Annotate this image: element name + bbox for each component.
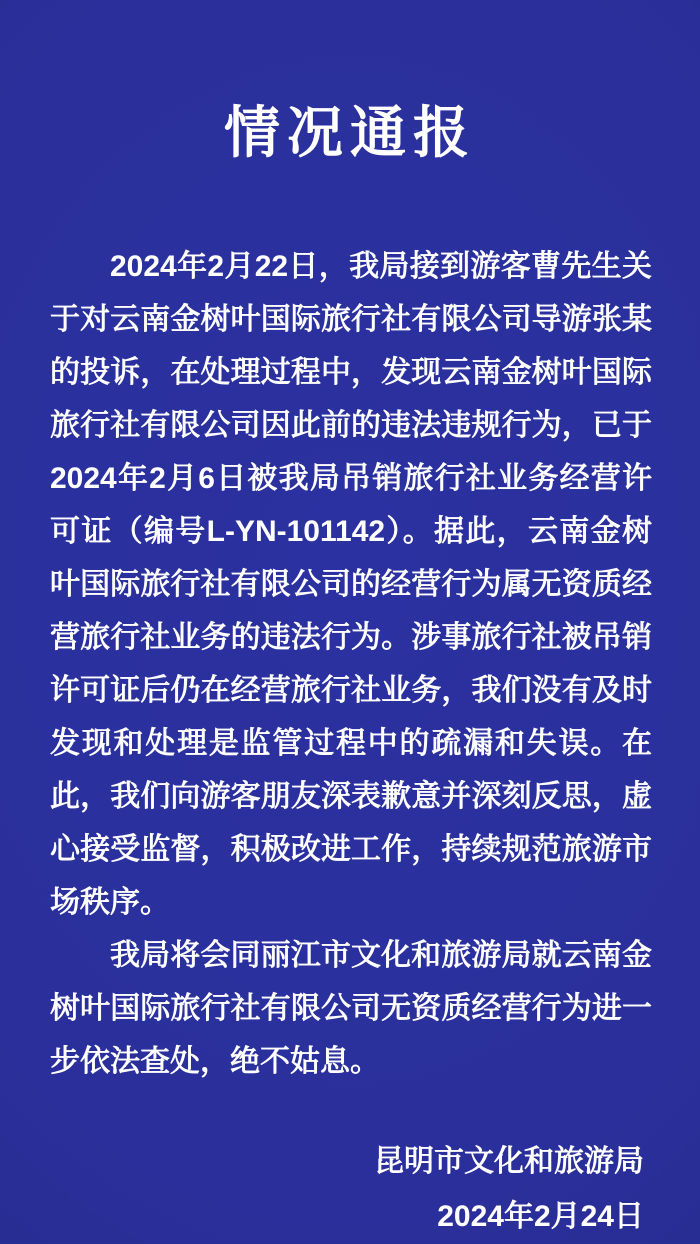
signature-block bbox=[0, 1134, 700, 1244]
notice-body bbox=[50, 240, 652, 1088]
notice-title: 情况通报 bbox=[224, 101, 476, 164]
notice-paragraph-1: 2024年2月22日，我局接到游客曹先生关于对云南金树叶国际旅行社有限公司导游张某的投诉，在处理过程中，发现云南金树叶国际旅行社有限公司因此前的违法违规行为，已于2024年2月6日被我局吊销旅行社业务经营许可证（编号L-YN-101142）。据此，云南金树叶国际旅行社有限公司的经营行为属无资质经营旅行社业务的违法行为。涉事旅行社被吊销许可证后仍在经营旅行社业务，我们没有及时发现和处理是监管过程中的疏漏和失误。在此，我们向游客朋友深表歉意并深刻反思，虚心接受监督，积极改进工作，持续规范旅游市场秩序。 bbox=[50, 250, 652, 919]
notice-paragraph-2: 我局将会同丽江市文化和旅游局就云南金树叶国际旅行社有限公司无资质经营行为进一步依法查处，绝不姑息。 bbox=[50, 939, 652, 1078]
issue-date: 2024年2月24日 bbox=[437, 1200, 644, 1233]
issuing-authority: 昆明市文化和旅游局 bbox=[374, 1145, 644, 1178]
